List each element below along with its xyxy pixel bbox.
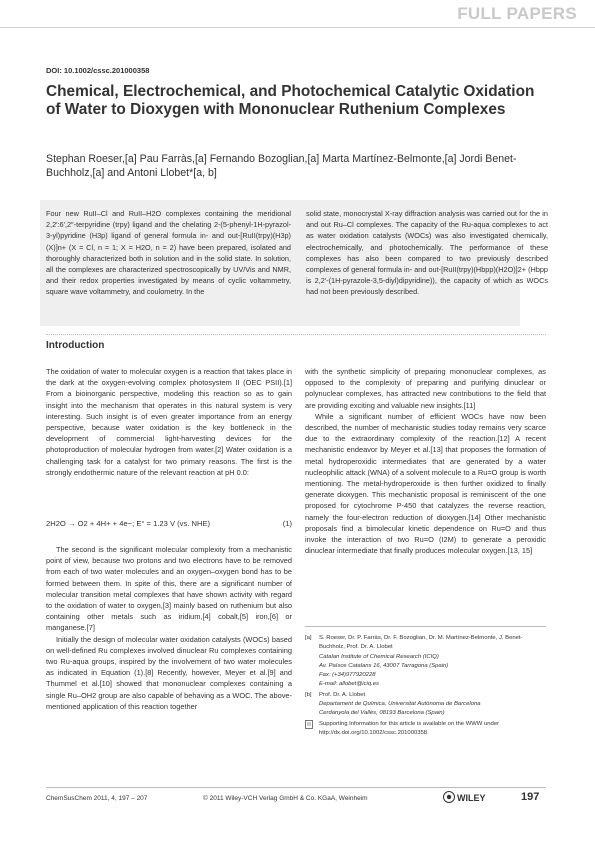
section-label: FULL PAPERS (457, 4, 577, 23)
wiley-logo (443, 790, 489, 804)
paragraph: Initially the design of molecular water oxidation catalysts (WOCs) based on well-defined Ru complexes involved dinuclear Ru complexes containing two Ru-aqua groups, inspired by the involvement of two water molecules as indicated in Equation (1).[8] Recently, however, Meyer et al.[9] and Thummel et al.[10] showed that mononuclear complexes containing a single Ru–OH2 group are also capable of behaving as a WOC. The above-mentioned application of this reaction together (46, 634, 292, 711)
intro-left-column-top (46, 366, 292, 478)
footnote-department: Departament de Química, Universitat Autònoma de Barcelona (319, 701, 481, 708)
footnote-address: Cerdanyola del Vallès, 08193 Barcelona (Spain) (319, 710, 445, 717)
equation-text: 2H2O → O2 + 4H+ + 4e−; E° = 1.23 V (vs. NHE) (46, 519, 211, 528)
equation-1 (46, 519, 292, 528)
article-title: Chemical, Electrochemical, and Photochemical Catalytic Oxidation of Water to Dioxygen with Mononuclear Ruthenium Complexes (46, 83, 535, 118)
journal-citation: ChemSusChem 2011, 4, 197 – 207 (46, 795, 148, 802)
section-heading-introduction: Introduction (46, 340, 105, 351)
publisher-logo-text: WILEY (457, 793, 486, 803)
footnote-institution: Catalan Institute of Chemical Research (ICIQ) (319, 653, 439, 660)
paragraph: The oxidation of water to molecular oxygen is a reaction that takes place in the dark at the oxygen-evolving complex photosystem II (OEC PSII).[1] From a bioinorganic perspective, modeling this reaction so as to gain insight into the mechanism that operates in this natural system is very interesting. Such insight is of even greater importance from an energy perspective, because water oxidation is the key bottleneck in the development of commercial light-harvesting devices for the photoproduction of molecular hydrogen from water.[2] Water oxidation is a challenging task for a catalyst for two primary reasons. The first is the strongly endothermic nature of the relevant reaction at pH 0.0: (46, 367, 292, 477)
footnote-tag: [b] (305, 691, 312, 698)
paragraph: The second is the significant molecular complexity from a mechanistic point of view, because two protons and two electrons have to be removed from each of two water molecules and an oxygen–oxygen bond has to be formed between them. In spite of this, there are a significant number of molecular transition metal complexes that have shown activity with regard to the oxidation of water to oxygen,[3] mainly based on ruthenium but also containing other metals such as iridium,[4] cobalt,[5] iron,[6] or manganese.[7] (46, 545, 292, 633)
footnote-b (305, 691, 546, 719)
footnote-a (305, 634, 546, 690)
author-list: Stephan Roeser,[a] Pau Farràs,[a] Fernando Bozoglian,[a] Marta Martínez-Belmonte,[a] Jordi Benet-Buchholz,[a] and Antoni Llobet*[a, b] (46, 153, 517, 179)
copyright: © 2011 Wiley-VCH Verlag GmbH & Co. KGaA, Weinheim (203, 795, 368, 802)
doi[interactable]: DOI: 10.1002/cssc.201000358 (46, 66, 150, 75)
footnote-names: Prof. Dr. A. Llobet (319, 691, 366, 698)
intro-left-column-bottom (46, 544, 292, 712)
footnote-email[interactable]: E-mail: allobet@iciq.es (319, 681, 379, 688)
footnote-rule (305, 626, 546, 627)
document-icon (305, 720, 319, 739)
paragraph: While a significant number of efficient WOCs have now been described, the number of mechanistic studies today remains very scarce due to the extraordinary complexity of the reaction.[12] A recent mechanistic endeavor by Meyer et al.[13] that proposes the formation of metal hydroperoxidic intermediates that are generated by a water nucleophilic attack (WNA) of a solvent molecule to a Ru=O group is worth mentioning. The metal-hydroperoxide is then further oxidized to finally generate dioxygen. This mechanistic proposal is reminiscent of the one proposed for cytochrome P-450 that catalyzes the reverse reaction, namely the four-electron reduction of dioxygen.[14] Other mechanistic proposals find a bimolecular kinetic dependence on Ru=O and thus invoke the interaction of two Ru=O (I2M) to generate a peroxidic dinuclear intermediate that finally produces molecular oxygen.[13, 15] (305, 411, 546, 556)
intro-right-column (305, 366, 546, 556)
page-number: 197 (521, 791, 540, 803)
abstract-box (40, 200, 548, 326)
affiliation-footnotes (305, 634, 546, 739)
footnote-tag: [a] (305, 635, 312, 641)
footnote-names: S. Roeser, Dr. P. Farràs, Dr. F. Bozoglian, Dr. M. Martínez-Belmonte, J. Benet-Buchholz, Prof. Dr. A. Llobet (319, 635, 523, 651)
equation-number: (1) (282, 519, 292, 528)
section-divider (46, 334, 546, 335)
footnote-fax: Fax: (+34)977920228 (319, 672, 376, 679)
footnote-address: Av. Països Catalans 16, 43007 Tarragona (Spain) (319, 662, 449, 669)
abstract-column-1: Four new RuII–Cl and RuII–H2O complexes containing the meridional 2,2′:6′,2″-terpyridine (trpy) ligand and the chelating 2-(5-phenyl-1H-pyrazol-3-yl)pyridine (H3p) ligand of general formula in- and out-[RuII(trpy)(H3p)(X)]n+ (X = Cl, n = 1; X = H2O, n = 2) have been prepared, isolated and thoroughly characterized both in solution and in the solid state. In solution, all the complexes are characterized spectroscopically by UV/Vis and NMR, and their redox properties investigated by means of cyclic voltammetry, square wave voltammetry, and coulometry. In the (46, 209, 291, 297)
supporting-info-note (305, 720, 546, 739)
header-rule (0, 27, 595, 28)
supporting-info-text[interactable]: Supporting Information for this article is available on the WWW under http://dx.doi.org/10.1002/cssc.201000358. (319, 720, 500, 736)
abstract-column-2: solid state, monocrystal X-ray diffraction analysis was carried out for the in and out Ru–Cl complexes. The capacity of the Ru-aqua complexes to act as water oxidation catalysts (WOCs) was also investigated chemically, electrochemically, and photochemically. The performance of these complexes has also been compared to two previously described complexes of general formula in- and out-[RuII(trpy)(Hbpp)(H2O)]2+ (Hbpp is 2,2′-(1H-pyrazole-3,5-diyl)dipyridine)), the capacity of which as WOCs had not been previously described. (306, 209, 548, 297)
footer-rule (46, 787, 546, 788)
paragraph: with the synthetic simplicity of preparing mononuclear complexes, as opposed to the complexity of preparing and purifying dinuclear or polynuclear complexes, has attracted new contributions to the field that are providing exciting and valuable new insights.[11] (305, 367, 546, 410)
